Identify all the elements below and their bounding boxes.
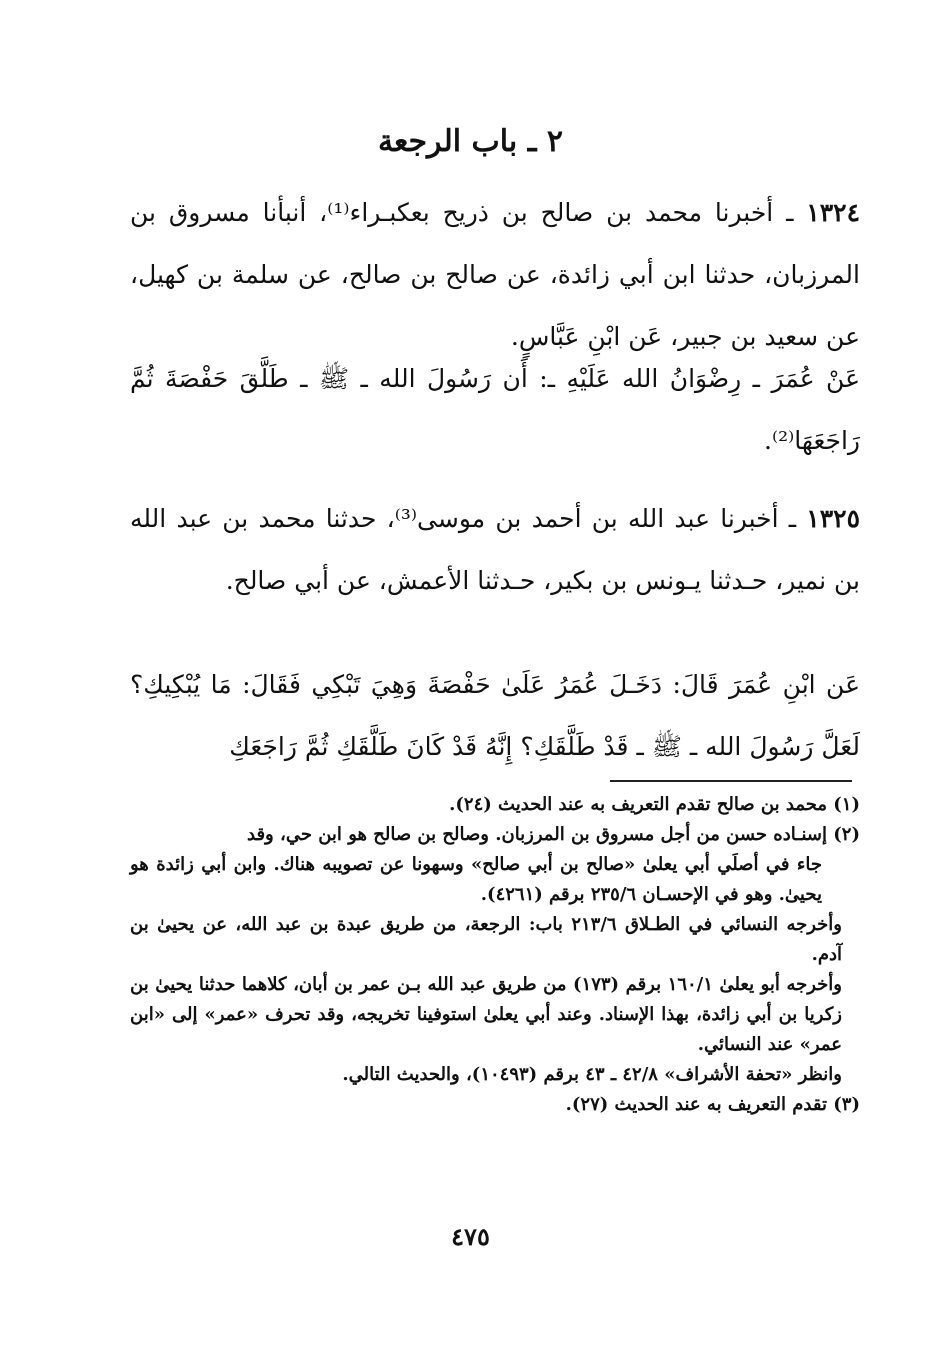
hadith-number: ١٣٢٥ [806, 504, 860, 533]
page-number: ٤٧٥ [451, 1222, 490, 1251]
footnote-divider [610, 780, 852, 782]
footnote-1: (١) محمد بن صالح تقدم التعريف به عند الحديث (٢٤). [449, 794, 860, 815]
hadith-1324-matn: عَنْ عُمَرَ ـ رِضْوَانُ الله عَلَيْهِ ـ: أَن رَسُولَ الله ـ ﷺ ـ طَلَّقَ حَفْصَةَ ثُمَّ رَاجَعَهَا⁽²⁾. [130, 364, 860, 455]
footnote-3: (٣) تقدم التعريف به عند الحديث (٢٧). [565, 1094, 860, 1115]
hadith-1325-matn: عَن ابْنِ عُمَرَ قَالَ: دَخَـلَ عُمَرُ عَلَىٰ حَفْصَةَ وَهِيَ تَبْكِي فَقَالَ: مَا يُبْكِيكِ؟ لَعَلَّ رَسُولَ الله ـ ﷺ ـ قَدْ طَلَّقَكِ؟ إِنَّهُ قَدْ كَانَ طَلَّقَكِ ثُمَّ رَاجَعَكِ [130, 670, 860, 761]
footnote-2-abu-yala: وأخرجه أبو يعلىٰ ١٦٠/١ برقم (١٧٣) من طريق عبد الله بـن عمر بن أبان، كلاهما حدثنا يحيىٰ بن زكريا بن أبي زائدة، بهذا الإسناد. وعند أبي يعلىٰ استوفينا تخريجه، وقد تحرف «عمر» إلى «ابن عمر» عند النسائي. [130, 974, 842, 1055]
footnote-2-nasai: وأخرجه النسائي في الطـلاق ٢١٣/٦ باب: الرجعة، من طريق عبدة بن عبد الله، عن يحيىٰ بن آدم. [130, 914, 843, 965]
hadith-number: ١٣٢٤ [806, 198, 861, 227]
chapter-title: ٢ ـ باب الرجعة [377, 124, 564, 159]
footnote-2-continued: جاء في أصلَي أبي يعلىٰ «صالح بن أبي صالح» وسهونا عن تصويبه هناك. وابن أبي زائدة هو يحيىٰ. وهو في الإحسـان ٢٣٥/٦ برقم (٤٢٦١). [130, 854, 822, 905]
footnotes [130, 790, 860, 1120]
footnote-2-see-also: وانظر «تحفة الأشراف» ٤٢/٨ ـ ٤٣ برقم (١٠٤٩٣)، والحديث التالي. [342, 1064, 842, 1085]
footnote-2: (٢) إسنـاده حسن من أجل مسروق بن المرزبان. وصالح بن صالح هو ابن حي، وقد [247, 824, 860, 845]
isnad-text: ـ أخبرنا محمد بن صالح بن ذريح بعكبـراء⁽¹⁾، أنبأنا مسروق بن المرزبان، حدثنا ابن أبي زائدة، عن صالح بن صالح، عن سلمة بن كهيل، عن سعيد بن جبير، عَن ابْنِ عَبَّاسٍ. [130, 198, 860, 351]
hadith-1325-isnad [130, 488, 860, 612]
isnad-text: ـ أخبرنا عبد الله بن أحمد بن موسى⁽³⁾، حدثنا محمد بن عبد الله بن نمير، حـدثنا يـونس بن بكير، حـدثنا الأعمش، عن أبي صالح. [130, 504, 860, 595]
hadith-1324-isnad [130, 182, 860, 368]
